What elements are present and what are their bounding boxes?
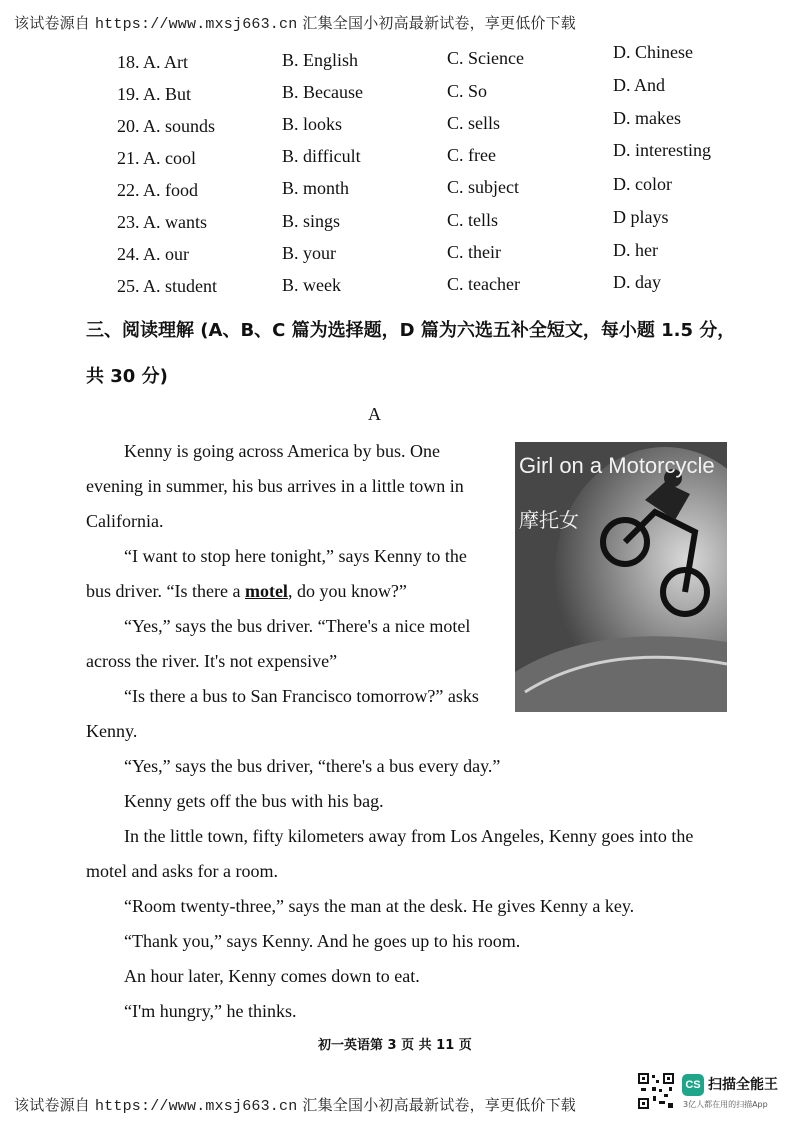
option-24-d: D. her bbox=[613, 240, 658, 260]
watermark-prefix: 该试卷源自 bbox=[14, 14, 91, 32]
passage-line: California. bbox=[86, 511, 164, 531]
passage-line: “Room twenty-three,” says the man at the desk. He gives Kenny a key. bbox=[124, 896, 635, 916]
option-22-c: C. subject bbox=[447, 177, 519, 197]
option-20-d: D. makes bbox=[613, 108, 681, 128]
motorcycle-illustration bbox=[515, 442, 727, 712]
passage-letter: A bbox=[368, 404, 381, 424]
option-19-a: 19. A. But bbox=[117, 84, 192, 104]
watermark-bottom bbox=[14, 1094, 576, 1115]
camscanner-name: 扫描全能王 bbox=[708, 1077, 778, 1093]
passage-line: across the river. It's not expensive” bbox=[86, 651, 338, 671]
camscanner-tagline: 3亿人都在用的扫描App bbox=[683, 1100, 768, 1109]
passage-line-motel bbox=[86, 581, 407, 602]
option-23-a: 23. A. wants bbox=[117, 212, 207, 232]
camscanner-logo-icon: CS bbox=[682, 1074, 704, 1096]
option-21-d: D. interesting bbox=[613, 140, 711, 160]
watermark-suffix: 汇集全国小初高最新试卷，享更低价下载 bbox=[302, 1096, 576, 1114]
passage-line: In the little town, fifty kilometers away from Los Angeles, Kenny goes into the bbox=[124, 826, 694, 846]
option-21-a: 21. A. cool bbox=[117, 148, 196, 168]
watermark-prefix: 该试卷源自 bbox=[14, 1096, 91, 1114]
option-22-b: B. month bbox=[282, 178, 350, 198]
watermark-suffix: 汇集全国小初高最新试卷，享更低价下载 bbox=[302, 14, 576, 32]
option-25-a: 25. A. student bbox=[117, 276, 218, 296]
option-19-b: B. Because bbox=[282, 82, 363, 102]
option-23-b: B. sings bbox=[282, 211, 341, 231]
poster-chinese-title: 摩托女 bbox=[519, 508, 579, 532]
option-21-b: B. difficult bbox=[282, 146, 361, 166]
option-23-c: C. tells bbox=[447, 210, 499, 230]
watermark-top bbox=[14, 12, 576, 33]
option-25-c: C. teacher bbox=[447, 274, 520, 294]
movie-poster-image bbox=[515, 442, 727, 712]
passage-line: Kenny gets off the bus with his bag. bbox=[124, 791, 384, 811]
option-18-d: D. Chinese bbox=[613, 42, 693, 62]
option-22-d: D. color bbox=[613, 174, 672, 194]
passage-line: “I want to stop here tonight,” says Kenny to the bbox=[124, 546, 467, 566]
option-22-a: 22. A. food bbox=[117, 180, 198, 200]
option-19-d: D. And bbox=[613, 75, 666, 95]
passage-line: “Is there a bus to San Francisco tomorrow?” asks bbox=[124, 686, 479, 706]
watermark-url[interactable]: https://www.mxsj663.cn bbox=[94, 16, 298, 33]
option-24-b: B. your bbox=[282, 243, 336, 263]
option-24-c: C. their bbox=[447, 242, 501, 262]
option-24-a: 24. A. our bbox=[117, 244, 189, 264]
option-18-a: 18. A. Art bbox=[117, 52, 189, 72]
section-heading bbox=[86, 316, 735, 342]
option-23-d: D plays bbox=[613, 207, 669, 227]
option-20-a: 20. A. sounds bbox=[117, 116, 216, 136]
passage-line: evening in summer, his bus arrives in a little town in bbox=[86, 476, 464, 496]
option-18-b: B. English bbox=[282, 50, 359, 70]
option-21-c: C. free bbox=[447, 145, 496, 165]
option-25-b: B. week bbox=[282, 275, 341, 295]
option-25-d: D. day bbox=[613, 272, 661, 292]
passage-line: “Thank you,” says Kenny. And he goes up to his room. bbox=[124, 931, 521, 951]
watermark-url[interactable]: https://www.mxsj663.cn bbox=[94, 1098, 298, 1115]
option-20-b: B. looks bbox=[282, 114, 343, 134]
passage-line: Kenny is going across America by bus. One bbox=[124, 441, 440, 461]
option-18-c: C. Science bbox=[447, 48, 524, 68]
page-number: 初一英语第 3 页 共 11 页 bbox=[318, 1038, 472, 1053]
section-note: (A、B、C 篇为选择题，D 篇为六选五补全短文，每小题 1.5 分， bbox=[200, 320, 736, 341]
passage-line: An hour later, Kenny comes down to eat. bbox=[124, 966, 420, 986]
passage-line: motel and asks for a room. bbox=[86, 861, 278, 881]
passage-line: “Yes,” says the bus driver, “there's a bus every day.” bbox=[124, 756, 501, 776]
section-title: 三、阅读理解 bbox=[86, 320, 194, 341]
poster-title: Girl on a Motorcycle bbox=[519, 453, 715, 478]
passage-text-fragment: bus driver. “Is there a bbox=[86, 581, 245, 601]
passage-line: “Yes,” says the bus driver. “There's a nice motel bbox=[124, 616, 471, 636]
passage-text-fragment: , do you know?” bbox=[287, 581, 407, 601]
passage-line: Kenny. bbox=[86, 721, 138, 741]
passage-line: “I'm hungry,” he thinks. bbox=[124, 1001, 297, 1021]
option-19-c: C. So bbox=[447, 81, 488, 101]
qr-code-icon[interactable] bbox=[637, 1072, 675, 1110]
section-note-continued: 共 30 分) bbox=[86, 366, 168, 387]
option-20-c: C. sells bbox=[447, 113, 501, 133]
motel-word: motel bbox=[244, 581, 288, 601]
